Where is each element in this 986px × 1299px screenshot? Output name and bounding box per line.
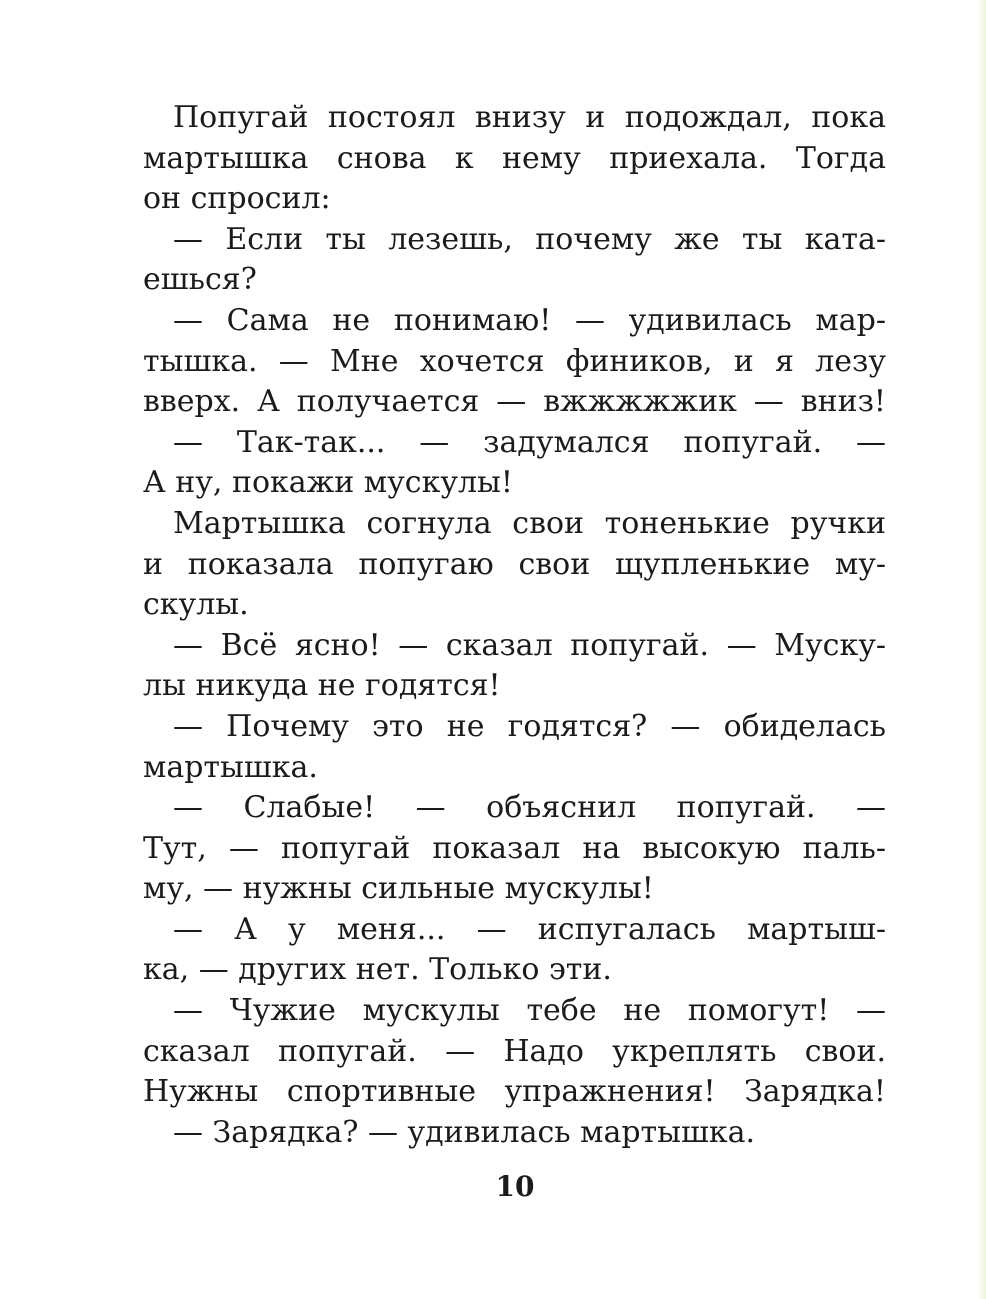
text-line: Нужны спортивные упражнения! Зарядка! — [143, 1074, 886, 1110]
text-line: — Зарядка? — удивилась мартышка. — [173, 1114, 756, 1150]
text-line: тышка. — Мне хочется фиников, и я лезу — [143, 343, 886, 379]
text-line: скулы. — [143, 587, 249, 623]
text-line: и показала попугаю свои щупленькие му- — [143, 546, 886, 582]
text-line: ешься? — [143, 262, 257, 298]
text-line: — Почему это не годятся? — обиделась — [173, 708, 886, 744]
text-line: лы никуда не годятся! — [143, 668, 501, 704]
page-body-text — [143, 98, 886, 1153]
text-line: мартышка снова к нему приехала. Тогда — [143, 140, 886, 176]
text-line: вверх. А получается — вжжжжжик — вниз! — [143, 384, 886, 420]
text-line: он спросил: — [143, 181, 331, 217]
text-line: — А у меня... — испугалась мартыш- — [173, 911, 886, 947]
text-line: мартышка. — [143, 749, 318, 785]
text-line: — Если ты лезешь, почему же ты ката- — [173, 221, 886, 257]
text-line: А ну, покажи мускулы! — [143, 465, 513, 501]
text-line: — Так-так... — задумался попугай. — — [173, 424, 886, 460]
page-number: 10 — [495, 1170, 535, 1203]
page-edge-tint — [978, 0, 986, 1299]
text-line: сказал попугай. — Надо укреплять свои. — [143, 1033, 886, 1069]
text-line: Попугай постоял внизу и подождал, пока — [173, 100, 886, 135]
text-line: — Чужие мускулы тебе не помогут! — — [173, 993, 886, 1029]
text-line: Мартышка согнула свои тоненькие ручки — [173, 505, 886, 541]
text-line: ка, — других нет. Только эти. — [143, 952, 612, 988]
text-line: Тут, — попугай показал на высокую паль- — [143, 830, 886, 866]
text-line: — Всё ясно! — сказал попугай. — Муску- — [173, 627, 886, 663]
text-line: му, — нужны сильные мускулы! — [143, 871, 654, 907]
text-line: — Сама не понимаю! — удивилась мар- — [173, 302, 886, 338]
text-line: — Слабые! — объяснил попугай. — — [173, 790, 886, 826]
